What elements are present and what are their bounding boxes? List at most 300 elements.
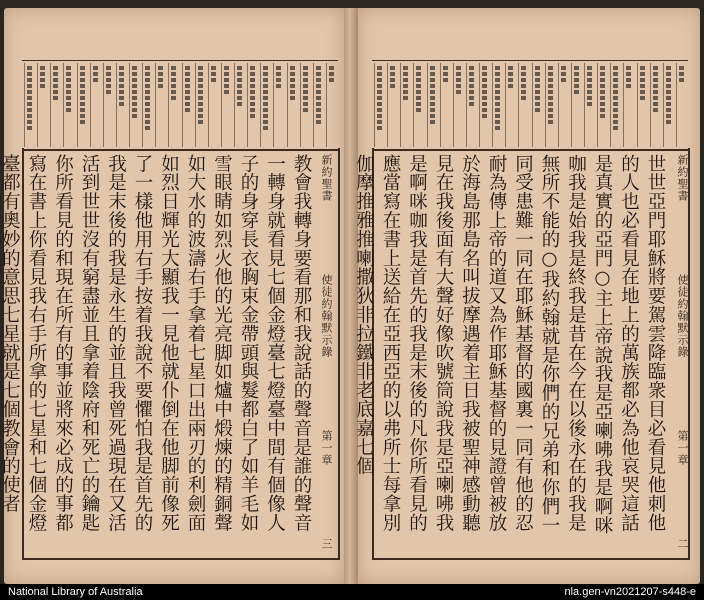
reference-column — [195, 63, 205, 147]
reference-glyph — [145, 102, 150, 106]
reference-glyph — [416, 96, 421, 100]
reference-glyph — [303, 84, 308, 88]
reference-glyph — [521, 84, 526, 88]
reference-glyph — [469, 78, 474, 82]
reference-column — [453, 63, 463, 147]
reference-glyph — [316, 102, 321, 106]
reference-glyph — [600, 90, 605, 94]
reference-glyph — [587, 84, 592, 88]
reference-glyph — [53, 66, 58, 70]
reference-glyph — [119, 90, 124, 94]
reference-column — [142, 63, 152, 147]
reference-glyph — [276, 84, 281, 88]
reference-glyph — [211, 72, 216, 76]
reference-glyph — [40, 78, 45, 82]
reference-glyph — [66, 78, 71, 82]
chapter-label: 第一章 — [676, 430, 689, 466]
reference-glyph — [548, 102, 553, 106]
reference-glyph — [469, 66, 474, 70]
reference-glyph — [430, 66, 435, 70]
reference-glyph — [600, 84, 605, 88]
reference-glyph — [666, 84, 671, 88]
reference-glyph — [653, 66, 658, 70]
reference-glyph — [145, 78, 150, 82]
reference-glyph — [535, 78, 540, 82]
reference-glyph — [80, 84, 85, 88]
reference-glyph — [106, 72, 111, 76]
reference-glyph — [250, 96, 255, 100]
reference-glyph — [250, 108, 255, 112]
reference-glyph — [574, 84, 579, 88]
reference-glyph — [587, 90, 592, 94]
reference-glyph — [390, 78, 395, 82]
reference-glyph — [521, 90, 526, 94]
reference-glyph — [211, 66, 216, 70]
reference-glyph — [80, 120, 85, 124]
reference-glyph — [653, 102, 658, 106]
reference-glyph — [185, 102, 190, 106]
reference-glyph — [587, 72, 592, 76]
reference-glyph — [403, 78, 408, 82]
reference-glyph — [640, 90, 645, 94]
reference-glyph — [263, 108, 268, 112]
reference-glyph — [316, 114, 321, 118]
reference-glyph — [106, 90, 111, 94]
reference-glyph — [53, 78, 58, 82]
reference-glyph — [403, 84, 408, 88]
reference-glyph — [158, 66, 163, 70]
reference-glyph — [587, 66, 592, 70]
reference-glyph — [587, 78, 592, 82]
reference-glyph — [377, 84, 382, 88]
reference-glyph — [303, 66, 308, 70]
reference-glyph — [40, 84, 45, 88]
reference-glyph — [679, 66, 684, 70]
reference-glyph — [561, 78, 566, 82]
reference-glyph — [679, 72, 684, 76]
right-scripture-text: 世世亞門耶穌將要駕雲降臨衆目必看見他刺他的人也必看見在地上的萬族都必為他哀哭這話是真實的亞門○主上帝說我是亞喇咈我是啊咪咖我是始我是終我是昔在今在以後永在的我是無所不能的○我約翰就是你們的兄弟和你們一同受患難一同在耶穌基督的國裏一同有他的忍耐為傳上帝的道又為作耶穌基督的見證曾被放於海島那島名叫拔摩遇着主日我被聖神感動聽見在我後面有大聲好像吹號筒說我是亞喇咈我是啊咪咖我是首先的我是末後的凡你所看見的應當寫在書上送給在亞西亞的以弗所士每拿別伽摩推雅推喇撒狄非拉鐵非老底嘉七個 — [353, 154, 666, 535]
reference-glyph — [53, 96, 58, 100]
reference-column — [413, 63, 423, 147]
reference-glyph — [171, 72, 176, 76]
reference-glyph — [666, 72, 671, 76]
reference-glyph — [224, 90, 229, 94]
reference-glyph — [185, 78, 190, 82]
reference-glyph — [132, 78, 137, 82]
reference-glyph — [430, 120, 435, 124]
reference-glyph — [430, 102, 435, 106]
reference-glyph — [66, 84, 71, 88]
reference-glyph — [416, 84, 421, 88]
left-body-text — [0, 154, 314, 550]
reference-glyph — [316, 72, 321, 76]
reference-glyph — [198, 96, 203, 100]
reference-glyph — [653, 84, 658, 88]
left-page — [0, 8, 344, 584]
reference-glyph — [106, 78, 111, 82]
reference-glyph — [666, 78, 671, 82]
reference-glyph — [224, 84, 229, 88]
reference-column — [427, 63, 437, 147]
reference-glyph — [587, 102, 592, 106]
reference-glyph — [521, 78, 526, 82]
reference-glyph — [613, 120, 618, 124]
reference-column — [326, 63, 336, 147]
reference-glyph — [250, 102, 255, 106]
reference-glyph — [66, 102, 71, 106]
reference-column — [374, 63, 384, 147]
reference-glyph — [640, 96, 645, 100]
reference-glyph — [119, 102, 124, 106]
reference-glyph — [263, 102, 268, 106]
reference-glyph — [561, 66, 566, 70]
reference-glyph — [430, 108, 435, 112]
reference-glyph — [106, 66, 111, 70]
reference-column — [129, 63, 139, 147]
reference-glyph — [640, 66, 645, 70]
reference-column — [24, 63, 34, 147]
reference-glyph — [93, 66, 98, 70]
reference-glyph — [53, 90, 58, 94]
reference-glyph — [145, 66, 150, 70]
reference-glyph — [80, 114, 85, 118]
reference-glyph — [482, 96, 487, 100]
reference-glyph — [640, 84, 645, 88]
reference-column — [50, 63, 60, 147]
reference-column — [650, 63, 660, 147]
reference-glyph — [403, 66, 408, 70]
reference-glyph — [171, 96, 176, 100]
reference-glyph — [600, 102, 605, 106]
reference-glyph — [237, 96, 242, 100]
reference-glyph — [508, 72, 513, 76]
reference-glyph — [456, 90, 461, 94]
reference-glyph — [53, 84, 58, 88]
reference-glyph — [27, 66, 32, 70]
reference-glyph — [158, 72, 163, 76]
reference-glyph — [303, 78, 308, 82]
reference-glyph — [27, 120, 32, 124]
right-page — [353, 8, 700, 584]
reference-glyph — [416, 72, 421, 76]
reference-glyph — [66, 72, 71, 76]
reference-column — [103, 63, 113, 147]
reference-glyph — [263, 72, 268, 76]
reference-glyph — [600, 66, 605, 70]
reference-glyph — [666, 66, 671, 70]
reference-glyph — [574, 66, 579, 70]
reference-glyph — [198, 114, 203, 118]
reference-glyph — [377, 96, 382, 100]
reference-glyph — [132, 102, 137, 106]
reference-glyph — [495, 120, 500, 124]
reference-glyph — [185, 108, 190, 112]
reference-glyph — [548, 66, 553, 70]
reference-glyph — [666, 108, 671, 112]
footer-identifier: nla.gen-vn2021207-s448-e — [564, 586, 696, 598]
reference-glyph — [80, 96, 85, 100]
reference-glyph — [600, 78, 605, 82]
reference-glyph — [290, 84, 295, 88]
reference-glyph — [416, 78, 421, 82]
reference-glyph — [303, 72, 308, 76]
reference-glyph — [171, 66, 176, 70]
reference-glyph — [613, 90, 618, 94]
reference-column — [597, 63, 607, 147]
reference-glyph — [66, 66, 71, 70]
chapter-label: 第一章 — [320, 430, 333, 466]
reference-glyph — [600, 114, 605, 118]
reference-glyph — [316, 78, 321, 82]
reference-glyph — [469, 96, 474, 100]
reference-glyph — [329, 66, 334, 70]
reference-glyph — [198, 90, 203, 94]
reference-glyph — [80, 108, 85, 112]
reference-glyph — [27, 90, 32, 94]
reference-column — [168, 63, 178, 147]
reference-glyph — [548, 78, 553, 82]
reference-glyph — [276, 78, 281, 82]
reference-glyph — [613, 114, 618, 118]
reference-glyph — [303, 108, 308, 112]
reference-column — [571, 63, 581, 147]
reference-glyph — [290, 66, 295, 70]
reference-glyph — [132, 108, 137, 112]
reference-glyph — [561, 72, 566, 76]
reference-column — [676, 63, 686, 147]
reference-column — [400, 63, 410, 147]
reference-glyph — [263, 90, 268, 94]
reference-glyph — [535, 90, 540, 94]
reference-glyph — [158, 84, 163, 88]
reference-glyph — [430, 78, 435, 82]
reference-glyph — [430, 90, 435, 94]
reference-glyph — [106, 84, 111, 88]
reference-glyph — [574, 78, 579, 82]
reference-glyph — [521, 66, 526, 70]
reference-glyph — [482, 108, 487, 112]
reference-glyph — [548, 114, 553, 118]
reference-glyph — [416, 102, 421, 106]
right-cross-reference-band — [372, 60, 688, 151]
reference-glyph — [185, 66, 190, 70]
reference-glyph — [119, 96, 124, 100]
reference-glyph — [456, 72, 461, 76]
reference-glyph — [198, 102, 203, 106]
reference-glyph — [587, 96, 592, 100]
reference-glyph — [27, 126, 32, 130]
reference-glyph — [27, 102, 32, 106]
reference-glyph — [158, 78, 163, 82]
reference-glyph — [626, 78, 631, 82]
reference-glyph — [430, 114, 435, 118]
reference-glyph — [495, 84, 500, 88]
reference-column — [313, 63, 323, 147]
reference-glyph — [27, 108, 32, 112]
reference-glyph — [469, 84, 474, 88]
reference-glyph — [482, 84, 487, 88]
reference-glyph — [482, 102, 487, 106]
reference-column — [479, 63, 489, 147]
reference-glyph — [482, 78, 487, 82]
reference-column — [234, 63, 244, 147]
reference-glyph — [263, 84, 268, 88]
reference-glyph — [390, 72, 395, 76]
reference-glyph — [40, 72, 45, 76]
reference-glyph — [132, 96, 137, 100]
reference-glyph — [469, 102, 474, 106]
reference-column — [221, 63, 231, 147]
reference-glyph — [640, 78, 645, 82]
reference-glyph — [469, 90, 474, 94]
reference-glyph — [653, 78, 658, 82]
reference-glyph — [80, 90, 85, 94]
reference-glyph — [171, 78, 176, 82]
reference-glyph — [443, 66, 448, 70]
reference-glyph — [237, 78, 242, 82]
reference-glyph — [626, 66, 631, 70]
reference-column — [663, 63, 673, 147]
reference-glyph — [666, 90, 671, 94]
reference-glyph — [276, 66, 281, 70]
reference-column — [63, 63, 73, 147]
reference-glyph — [377, 102, 382, 106]
reference-glyph — [250, 84, 255, 88]
reference-column — [545, 63, 555, 147]
reference-glyph — [535, 66, 540, 70]
reference-glyph — [263, 114, 268, 118]
reference-glyph — [237, 72, 242, 76]
reference-glyph — [482, 72, 487, 76]
reference-glyph — [377, 78, 382, 82]
reference-glyph — [495, 66, 500, 70]
reference-glyph — [237, 90, 242, 94]
reference-glyph — [666, 120, 671, 124]
reference-glyph — [290, 90, 295, 94]
reference-glyph — [377, 126, 382, 130]
reference-glyph — [456, 66, 461, 70]
reference-glyph — [316, 108, 321, 112]
reference-glyph — [263, 126, 268, 130]
reference-glyph — [653, 96, 658, 100]
reference-glyph — [456, 84, 461, 88]
reference-glyph — [145, 84, 150, 88]
reference-glyph — [290, 72, 295, 76]
reference-glyph — [211, 78, 216, 82]
reference-glyph — [508, 84, 513, 88]
reference-column — [77, 63, 87, 147]
reference-glyph — [27, 72, 32, 76]
reference-glyph — [535, 84, 540, 88]
reference-glyph — [185, 96, 190, 100]
reference-glyph — [27, 96, 32, 100]
reference-glyph — [377, 114, 382, 118]
reference-glyph — [27, 84, 32, 88]
reference-glyph — [416, 108, 421, 112]
reference-glyph — [600, 72, 605, 76]
reference-glyph — [316, 120, 321, 124]
reference-glyph — [93, 78, 98, 82]
reference-glyph — [495, 126, 500, 130]
reference-glyph — [548, 90, 553, 94]
reference-glyph — [443, 72, 448, 76]
reference-glyph — [132, 72, 137, 76]
reference-glyph — [390, 66, 395, 70]
reference-glyph — [666, 102, 671, 106]
right-body-text — [353, 154, 668, 550]
reference-glyph — [185, 90, 190, 94]
reference-glyph — [132, 66, 137, 70]
reference-column — [287, 63, 297, 147]
book-title: 新約聖書 — [676, 154, 689, 202]
reference-glyph — [250, 78, 255, 82]
reference-glyph — [653, 90, 658, 94]
reference-glyph — [119, 66, 124, 70]
reference-glyph — [535, 96, 540, 100]
reference-glyph — [613, 96, 618, 100]
reference-glyph — [145, 114, 150, 118]
reference-glyph — [119, 72, 124, 76]
reference-glyph — [430, 72, 435, 76]
reference-glyph — [316, 66, 321, 70]
reference-glyph — [377, 108, 382, 112]
reference-glyph — [613, 108, 618, 112]
reference-glyph — [495, 90, 500, 94]
reference-glyph — [548, 96, 553, 100]
reference-glyph — [613, 84, 618, 88]
section-title: 使徒約翰默示錄 — [676, 274, 689, 358]
reference-column — [518, 63, 528, 147]
reference-glyph — [198, 66, 203, 70]
reference-glyph — [224, 72, 229, 76]
reference-glyph — [250, 66, 255, 70]
reference-glyph — [613, 102, 618, 106]
reference-glyph — [145, 120, 150, 124]
reference-glyph — [521, 96, 526, 100]
reference-glyph — [93, 72, 98, 76]
reference-glyph — [237, 102, 242, 106]
reference-glyph — [653, 72, 658, 76]
reference-glyph — [303, 102, 308, 106]
reference-glyph — [316, 90, 321, 94]
reference-glyph — [613, 72, 618, 76]
reference-glyph — [66, 96, 71, 100]
reference-glyph — [250, 72, 255, 76]
reference-glyph — [679, 78, 684, 82]
reference-glyph — [250, 114, 255, 118]
reference-glyph — [250, 90, 255, 94]
book-title: 新約聖書 — [320, 154, 333, 202]
left-scripture-text: 教會我轉身要看那和我說話的聲音是誰的聲音一轉身就看見七個金燈臺七燈臺中間有個像人子的身穿長衣胸束金帶頭與髮都白了如羊毛如雪眼睛如烈火他的光亮脚如爐中煅煉的精銅聲如大水的波濤右手拿着七星口出兩刃的利劍面如烈日輝光大顯我一見他就仆倒在他脚前像死了一樣他用右手按着我說不要懼怕我是首先的我是末後的我是永生的並且我曾死過現在又活活到世世沒有窮盡並且拿着陰府和死亡的鑰匙你所看見的和現在所有的事並將來必成的事都寫在書上你看見我右手所拿的七星和七個金燈臺都有奧妙的意思七星就是七個教會的使者 — [0, 154, 312, 532]
reference-glyph — [548, 120, 553, 124]
reference-glyph — [119, 84, 124, 88]
reference-glyph — [198, 108, 203, 112]
reference-column — [637, 63, 647, 147]
reference-glyph — [495, 78, 500, 82]
reference-glyph — [132, 114, 137, 118]
reference-glyph — [535, 108, 540, 112]
reference-column — [37, 63, 47, 147]
reference-glyph — [377, 66, 382, 70]
reference-column — [623, 63, 633, 147]
reference-glyph — [263, 78, 268, 82]
reference-glyph — [316, 84, 321, 88]
reference-glyph — [403, 96, 408, 100]
left-cross-reference-band — [22, 60, 338, 151]
reference-glyph — [237, 66, 242, 70]
reference-glyph — [626, 84, 631, 88]
reference-glyph — [53, 72, 58, 76]
